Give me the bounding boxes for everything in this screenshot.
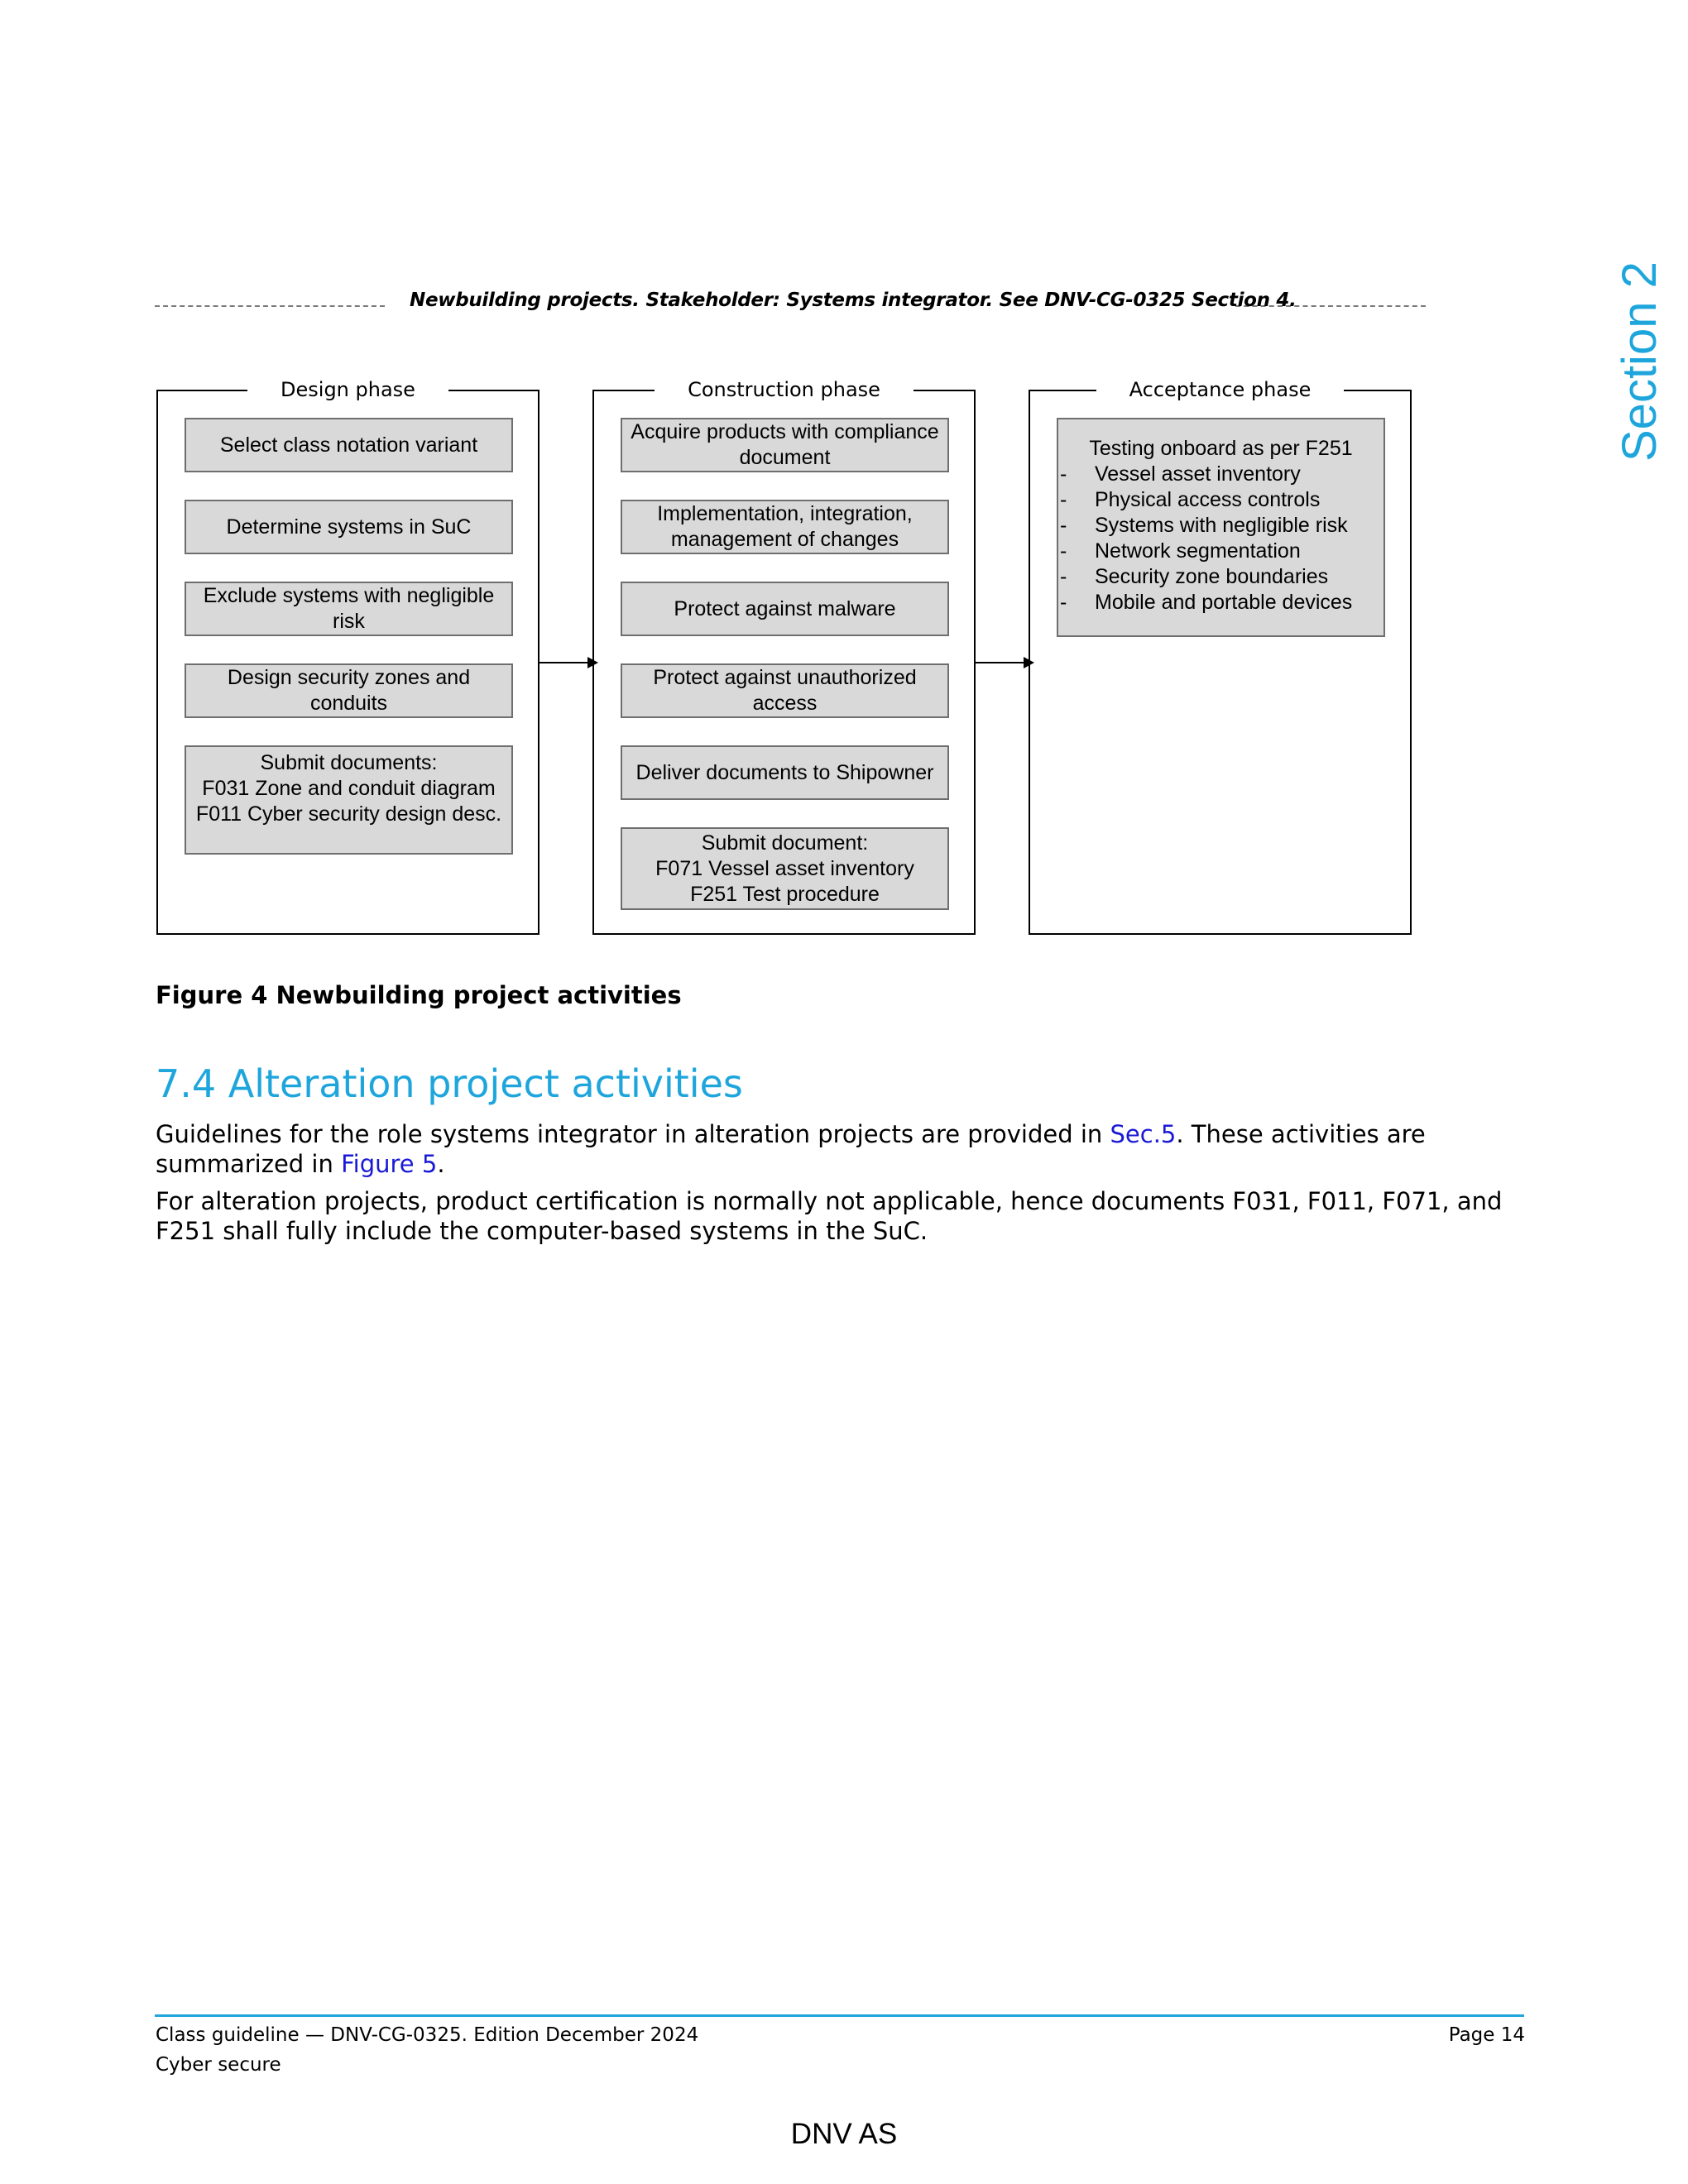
paragraph-text: . These activities are summarized in [156, 1120, 1426, 1178]
checklist-item [1058, 513, 1383, 539]
header-dash-left [155, 305, 385, 307]
footer-document-subtitle: Cyber secure [156, 2054, 281, 2076]
activity-box [621, 745, 949, 800]
box-line: Protect against malware [674, 596, 896, 620]
body-paragraph [156, 1119, 1546, 1179]
bullet-marker: - [1060, 591, 1067, 614]
paragraph-text: Guidelines for the role systems integrator in alteration projects are provided in [156, 1120, 1110, 1148]
box-line: Determine systems in SuC [226, 515, 472, 539]
checklist-item [1058, 462, 1383, 487]
phase-label: Design phase [247, 378, 448, 401]
checklist-item-text: Security zone boundaries [1095, 565, 1329, 588]
activity-box [185, 745, 513, 855]
phase-acceptance [1029, 378, 1412, 935]
section-tab: Section 2 [1613, 261, 1666, 462]
checklist-item-text: Network segmentation [1095, 539, 1301, 563]
checklist-item-text: Systems with negligible risk [1095, 514, 1348, 537]
checklist-item [1058, 487, 1383, 513]
bullet-marker: - [1060, 565, 1067, 588]
box-line: access [752, 692, 818, 715]
activity-box [621, 663, 949, 718]
box-line: Submit document: [701, 831, 869, 855]
activity-box [621, 500, 949, 554]
figure-caption: Figure 4 Newbuilding project activities [156, 981, 682, 1009]
box-line: F011 Cyber security design desc. [195, 802, 502, 826]
phase-construction [592, 378, 976, 935]
box-line: Exclude systems with negligible [203, 584, 495, 607]
page-number: Page 14 [1448, 2024, 1525, 2046]
sec5-link[interactable]: Sec.5 [1110, 1120, 1177, 1148]
activity-box [621, 827, 949, 910]
activity-box [185, 582, 513, 636]
phase-label: Construction phase [655, 378, 914, 401]
activity-box [621, 418, 949, 472]
paragraph-text: . [437, 1150, 445, 1178]
box-line: Submit documents: [260, 751, 438, 774]
checklist-item-text: Mobile and portable devices [1095, 591, 1353, 614]
activity-box [1057, 418, 1385, 637]
flow-arrow [976, 662, 1033, 663]
box-line: document [739, 446, 831, 469]
activity-box [185, 663, 513, 718]
box-line: Design security zones and [227, 666, 471, 689]
box-line: F071 Vessel asset inventory [655, 856, 914, 880]
activity-box [185, 418, 513, 472]
box-line: Deliver documents to Shipowner [635, 760, 934, 784]
box-line: Implementation, integration, [657, 502, 913, 525]
bullet-marker: - [1060, 462, 1067, 486]
flow-arrow [539, 662, 597, 663]
box-line: Acquire products with compliance [631, 420, 939, 443]
box-line: Select class notation variant [219, 433, 478, 457]
footer-document-title: Class guideline — DNV-CG-0325. Edition December 2024 [156, 2024, 699, 2046]
box-line: F031 Zone and conduit diagram [202, 777, 496, 800]
bullet-marker: - [1060, 539, 1067, 563]
figure-diagram [153, 281, 1427, 943]
footer-divider [155, 2014, 1524, 2017]
figure5-link[interactable]: Figure 5 [341, 1150, 438, 1178]
phase-label: Acceptance phase [1096, 378, 1345, 401]
box-line: Protect against unauthorized [653, 666, 917, 689]
phase-design [156, 378, 539, 935]
checklist-item [1058, 590, 1383, 615]
bullet-marker: - [1060, 488, 1067, 511]
checklist-item-text: Vessel asset inventory [1095, 462, 1301, 486]
box-line: management of changes [670, 528, 899, 551]
checklist-item-text: Physical access controls [1095, 488, 1321, 511]
checklist-item [1058, 539, 1383, 564]
body-paragraph: For alteration projects, product certification is normally not applicable, hence documents F031, F011, F071, and F251 shall fully include the computer-based systems in the SuC. [156, 1187, 1503, 1245]
footer-company: DNV AS [790, 2118, 898, 2150]
activity-box [621, 582, 949, 636]
figure-header: Newbuilding projects. Stakeholder: Systems integrator. See DNV-CG-0325 Section 4. [410, 290, 1297, 311]
activity-box [185, 500, 513, 554]
box-line: F251 Test procedure [690, 882, 880, 906]
section-heading: 7.4 Alteration project activities [156, 1061, 743, 1106]
bullet-marker: - [1060, 514, 1067, 537]
box-title: Testing onboard as per F251 [1089, 437, 1353, 460]
box-line: risk [333, 610, 365, 633]
checklist-item [1058, 564, 1383, 590]
box-line: conduits [309, 692, 388, 715]
